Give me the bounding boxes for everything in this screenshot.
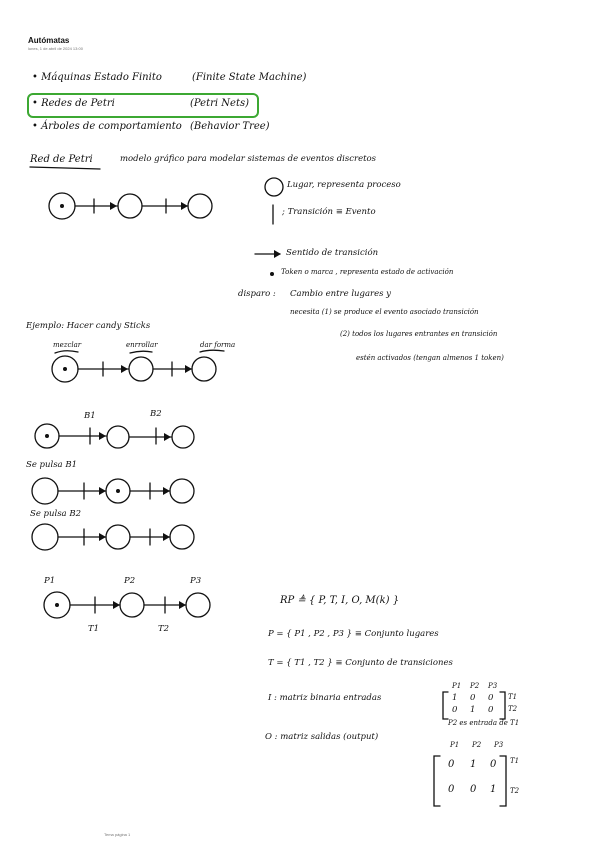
i-col-p1: P1	[452, 682, 462, 690]
rp-definition: RP ≜ { P, T, I, O, M(k) }	[280, 595, 400, 606]
token-symbol	[270, 272, 274, 276]
legend-transition: ; Transición ≡ Evento	[282, 207, 376, 217]
token	[45, 434, 49, 438]
trigger-label: disparo :	[238, 289, 276, 299]
i-row-t2: T2	[508, 705, 518, 713]
place-label-p2: P2	[124, 576, 136, 586]
o-cell-0-0: 0	[448, 759, 455, 770]
i-cell-0-0: 1	[452, 693, 458, 703]
i-row-t1: T1	[508, 693, 518, 701]
o-col-p1: P1	[450, 741, 460, 749]
bullet-fsm-en: (Finite State Machine)	[192, 72, 307, 83]
bullet-bt-en: (Behavior Tree)	[190, 121, 270, 132]
stage-dar-forma: dar forma	[200, 341, 236, 349]
token	[60, 204, 64, 208]
o-matrix-bracket-right	[500, 756, 506, 806]
trigger-line3: (2) todos los lugares entrantes en transición	[340, 330, 498, 338]
trigger-line2: necesita (1) se produce el evento asociado transición	[290, 308, 479, 316]
i-matrix-note: P2 es entrada de T1	[448, 719, 520, 727]
legend-arc: Sentido de transición	[286, 248, 379, 258]
page-date: lunes, 1 de abril de 2024 13:00	[28, 46, 83, 51]
place-label-p1: P1	[44, 576, 56, 586]
i-cell-1-1: 1	[470, 705, 476, 715]
o-cell-1-1: 0	[470, 784, 477, 795]
o-row-t2: T2	[510, 787, 520, 795]
stage-enrrollar: enrrollar	[126, 341, 158, 349]
bullet-bt: • Árboles de comportamiento	[32, 121, 182, 132]
petri-heading: Red de Petri	[30, 154, 93, 165]
o-col-p2: P2	[472, 741, 482, 749]
p-definition: P = { P1 , P2 , P3 } ≡ Conjunto lugares	[268, 629, 439, 639]
i-cell-1-2: 0	[488, 705, 494, 715]
place-label-p3: P3	[190, 576, 202, 586]
legend-token: Token o marca , representa estado de activación	[281, 268, 454, 276]
i-matrix-bracket-left	[443, 692, 448, 719]
o-row-t1: T1	[510, 757, 520, 765]
o-col-p3: P3	[494, 741, 504, 749]
button-b2-label: B2	[150, 409, 162, 419]
transition-label-t2: T2	[158, 624, 170, 634]
o-cell-1-0: 0	[448, 784, 455, 795]
i-col-p2: P2	[470, 682, 480, 690]
o-cell-0-1: 1	[470, 759, 477, 770]
trigger-line4: estén activados (tengan almenos 1 token)	[356, 354, 504, 362]
pulse-b1-label: Se pulsa B1	[26, 460, 77, 470]
pulse-b2-label: Se pulsa B2	[30, 509, 81, 519]
petri-net-example-2	[35, 424, 194, 448]
t-definition: T = { T1 , T2 } ≡ Conjunto de transiciones	[268, 658, 453, 668]
i-cell-0-1: 0	[470, 693, 476, 703]
i-cell-1-0: 0	[452, 705, 458, 715]
transition-label-t1: T1	[88, 624, 100, 634]
button-b1-label: B1	[84, 411, 96, 421]
bullet-petri-en: (Petri Nets)	[190, 98, 249, 109]
o-cell-1-2: 1	[490, 784, 497, 795]
page-footer: Tema página 1	[104, 832, 131, 837]
i-definition: I : matriz binaria entradas	[268, 693, 382, 703]
page-title: Autómatas	[28, 36, 70, 45]
stage-mezclar: mezclar	[53, 341, 82, 349]
o-definition: O : matriz salidas (output)	[265, 732, 379, 742]
bullet-petri: • Redes de Petri	[32, 98, 115, 109]
token	[55, 603, 59, 607]
petri-definition: modelo gráfico para modelar sistemas de eventos discretos	[120, 154, 377, 164]
example-label: Ejemplo: Hacer candy Sticks	[26, 321, 151, 331]
bullet-fsm: • Máquinas Estado Finito	[32, 72, 162, 83]
i-matrix-bracket-right	[500, 692, 505, 719]
token	[116, 489, 120, 493]
i-col-p3: P3	[488, 682, 498, 690]
trigger-line1: Cambio entre lugares y	[290, 289, 391, 299]
o-cell-0-2: 0	[490, 759, 497, 770]
i-cell-0-2: 0	[488, 693, 494, 703]
petri-net-example-1	[52, 350, 224, 382]
o-matrix-bracket-left	[434, 756, 440, 806]
token	[63, 367, 67, 371]
place-symbol	[265, 178, 283, 196]
legend-place: Lugar, representa proceso	[287, 180, 401, 190]
